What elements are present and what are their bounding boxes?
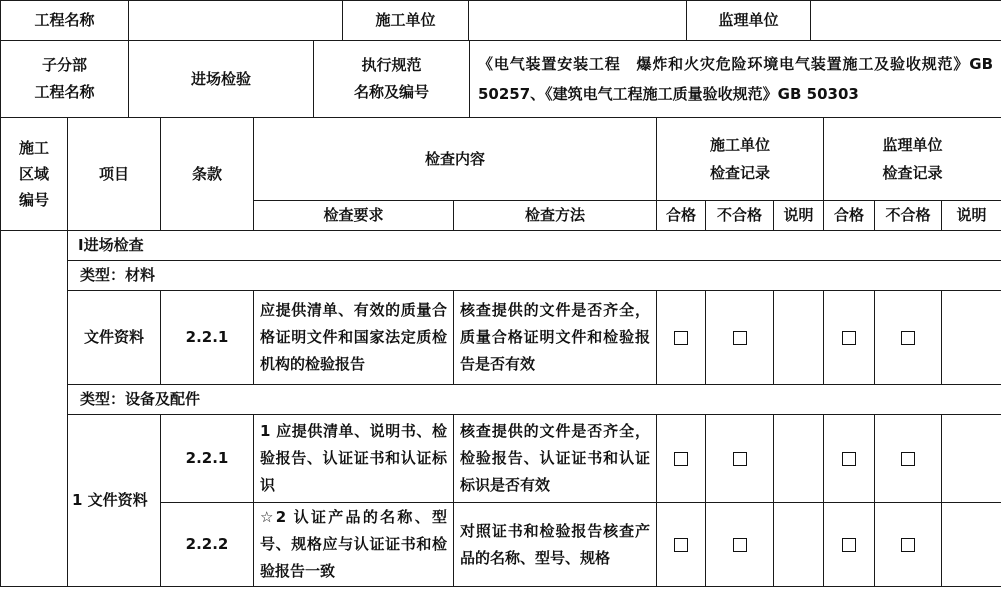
row1-construction-note[interactable] [774,291,824,385]
method-header: 检查方法 [454,201,657,231]
standard-value: 《电气装置安装工程 爆炸和火灾危险环境电气装置施工及验收规范》GB 50257、《建筑电气工程施工质量验收规范》GB 50303 [470,41,1001,118]
checkbox-icon[interactable] [733,538,747,552]
row1-requirement: 应提供清单、有效的质量合格证明文件和国家法定质检机构的检验报告 [254,291,454,385]
construction-unit-value[interactable] [469,1,687,41]
construction-record-header [657,118,824,201]
standard-table [0,40,1001,118]
row1-clause: 2.2.1 [161,291,254,385]
row3-supervision-fail[interactable] [875,503,942,587]
sub-project-label-line1: 子分部 [41,56,87,74]
checkbox-icon[interactable] [901,331,915,345]
requirement-header: 检查要求 [254,201,454,231]
row2-clause: 2.2.1 [161,415,254,503]
row2-supervision-pass[interactable] [824,415,875,503]
construction-note-header: 说明 [774,201,824,231]
construction-record-line2: 检查记录 [710,164,771,182]
sub-project-label [1,41,129,118]
sub-project-label-line2: 工程名称 [34,83,95,101]
row3-clause: 2.2.2 [161,503,254,587]
checkbox-icon[interactable] [733,452,747,466]
standard-label [314,41,470,118]
standard-label-line2: 名称及编号 [353,83,429,101]
row2-construction-pass[interactable] [657,415,706,503]
checkbox-icon[interactable] [842,538,856,552]
content-header: 检查内容 [254,118,657,201]
construction-unit-label: 施工单位 [343,1,469,41]
row3-supervision-pass[interactable] [824,503,875,587]
row1-construction-fail[interactable] [706,291,774,385]
row2-construction-note[interactable] [774,415,824,503]
checkbox-icon[interactable] [674,331,688,345]
row2-supervision-note[interactable] [942,415,1001,503]
checkbox-icon[interactable] [733,331,747,345]
area-header-line2: 区域 [18,165,49,183]
construction-pass-header: 合格 [657,201,706,231]
area-code-header [1,118,68,231]
row1-supervision-fail[interactable] [875,291,942,385]
supervision-unit-label: 监理单位 [687,1,811,41]
supervision-record-line2: 检查记录 [882,164,943,182]
inspection-table [0,117,1001,587]
row3-construction-note[interactable] [774,503,824,587]
row1-item: 文件资料 [68,291,161,385]
section-type-equipment: 类型：设备及配件 [68,385,1001,415]
supervision-fail-header: 不合格 [875,201,942,231]
row3-method: 对照证书和检验报告核查产品的名称、型号、规格 [454,503,657,587]
project-name-value[interactable] [129,1,343,41]
construction-fail-header: 不合格 [706,201,774,231]
row2-item: 1 文件资料 [68,415,161,587]
construction-record-line1: 施工单位 [710,136,771,154]
checkbox-icon[interactable] [901,452,915,466]
row1-supervision-pass[interactable] [824,291,875,385]
checkbox-icon[interactable] [901,538,915,552]
checkbox-icon[interactable] [842,331,856,345]
supervision-unit-value[interactable] [811,1,1001,41]
row2-method: 核查提供的文件是否齐全，检验报告、认证证书和认证标识是否有效 [454,415,657,503]
row2-requirement: 1 应提供清单、说明书、检验报告、认证证书和认证标识 [254,415,454,503]
row3-construction-fail[interactable] [706,503,774,587]
supervision-record-header [824,118,1001,201]
checkbox-icon[interactable] [674,452,688,466]
area-code-cell[interactable] [1,231,68,587]
clause-header: 条款 [161,118,254,231]
supervision-record-line1: 监理单位 [882,136,943,154]
checkbox-icon[interactable] [674,538,688,552]
checkbox-icon[interactable] [842,452,856,466]
area-header-line3: 编号 [18,191,49,209]
sub-project-value: 进场检验 [129,41,314,118]
supervision-pass-header: 合格 [824,201,875,231]
project-name-label: 工程名称 [1,1,129,41]
section-title: Ⅰ进场检查 [68,231,1001,261]
row2-supervision-fail[interactable] [875,415,942,503]
row2-construction-fail[interactable] [706,415,774,503]
row1-method: 核查提供的文件是否齐全，质量合格证明文件和检验报告是否有效 [454,291,657,385]
area-header-line1: 施工 [18,139,49,157]
section-type-material: 类型：材料 [68,261,1001,291]
row1-construction-pass[interactable] [657,291,706,385]
row3-construction-pass[interactable] [657,503,706,587]
header-table [0,0,1001,41]
row1-supervision-note[interactable] [942,291,1001,385]
standard-label-line1: 执行规范 [361,56,422,74]
item-header: 项目 [68,118,161,231]
row3-requirement: ☆2 认证产品的名称、型号、规格应与认证证书和检验报告一致 [254,503,454,587]
supervision-note-header: 说明 [942,201,1001,231]
row3-supervision-note[interactable] [942,503,1001,587]
